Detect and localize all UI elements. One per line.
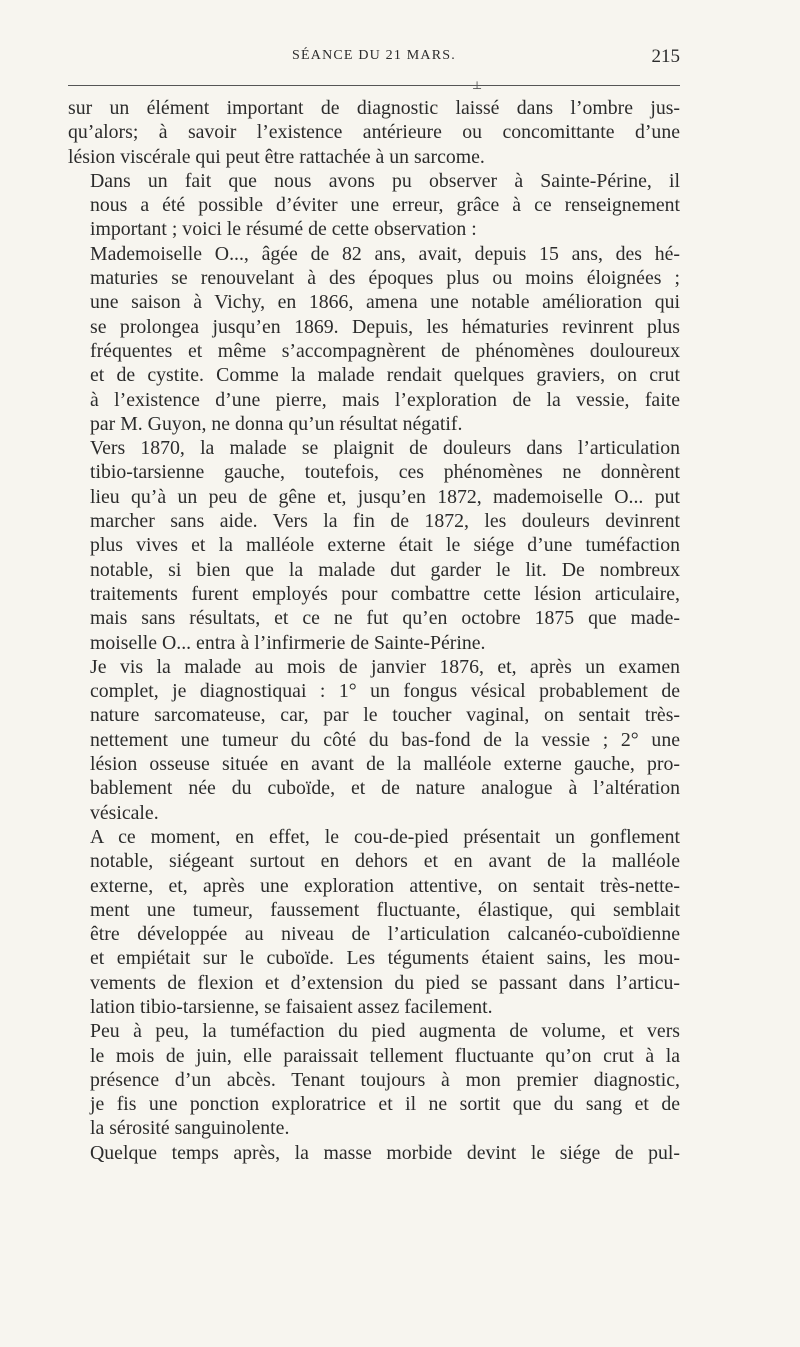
paragraph-6 [68,825,680,1019]
text-line: nettement une tumeur du côté du bas-fond de la vessie ; 2° une [90,728,680,751]
text-line: la sérosité sanguinolente. [90,1117,290,1140]
text-line: lieu qu’à un peu de gêne et, jusqu’en 1872, mademoiselle O... put [90,485,680,508]
text-line: tibio-tarsienne gauche, toutefois, ces phénomènes ne donnèrent [90,461,680,484]
running-head [68,48,680,76]
text-line: lésion viscérale qui peut être rattachée à un sarcome. [68,145,485,168]
page-number: 215 [651,46,680,67]
text-line: moiselle O... entra à l’infirmerie de Sainte-Périne. [90,631,486,654]
text-line: notable, si bien que la malade dut garder le lit. De nombreux [90,558,680,581]
text-line: Peu à peu, la tuméfaction du pied augmenta de volume, et vers [90,1020,680,1043]
text-line: traitements furent employés pour combattre cette lésion articulaire, [90,582,680,605]
text-line: nature sarcomateuse, car, par le toucher vaginal, on sentait très- [90,704,680,727]
paragraph-1 [68,96,680,169]
paragraph-4 [68,436,680,655]
text-line: complet, je diagnostiquai : 1° un fongus vésical probablement de [90,680,680,703]
body-text [68,96,680,1165]
text-line: ment une tumeur, faussement fluctuante, élastique, qui semblait [90,898,680,921]
paragraph-2 [68,169,680,242]
paragraph-7 [68,1019,680,1140]
text-line: notable, siégeant surtout en dehors et en avant de la malléole [90,850,680,873]
text-line: le mois de juin, elle paraissait tellement fluctuante qu’on crut à la [90,1044,680,1067]
text-line: vésicale. [90,801,159,824]
paragraph-5 [68,655,680,825]
text-line: Je vis la malade au mois de janvier 1876, et, après un examen [90,655,680,678]
header-rule-mark: ⊥ [472,79,483,92]
text-line: nous a été possible d’éviter une erreur, grâce à ce renseignement [90,194,680,217]
text-line: être développée au niveau de l’articulation calcanéo-cuboïdienne [90,923,680,946]
text-line: important ; voici le résumé de cette observation : [90,218,477,241]
text-line: externe, et, après une exploration attentive, on sentait très-nette- [90,874,680,897]
text-line: marcher sans aide. Vers la fin de 1872, les douleurs devinrent [90,510,680,533]
text-line: Quelque temps après, la masse morbide devint le siége de pul- [90,1141,680,1164]
text-line: je fis une ponction exploratrice et il ne sortit que du sang et de [90,1093,680,1116]
text-line: qu’alors; à savoir l’existence antérieure ou concomittante d’une [68,121,680,144]
text-line: sur un élément important de diagnostic laissé dans l’ombre jus- [68,97,680,119]
text-line: par M. Guyon, ne donna qu’un résultat négatif. [90,412,463,435]
text-line: lation tibio-tarsienne, se faisaient assez facilement. [90,995,493,1018]
header-rule [68,85,680,86]
running-title: SÉANCE DU 21 MARS. [292,48,456,63]
text-line: maturies se renouvelant à des époques plus ou moins éloignées ; [90,267,680,290]
text-line: bablement née du cuboïde, et de nature analogue à l’altération [90,777,680,800]
text-line: une saison à Vichy, en 1866, amena une notable amélioration qui [90,291,680,314]
text-line: se prolongea jusqu’en 1869. Depuis, les hématuries revinrent plus [90,315,680,338]
text-line: Vers 1870, la malade se plaignit de douleurs dans l’articulation [90,437,680,460]
text-line: et empiétait sur le cuboïde. Les téguments étaient sains, les mou- [90,947,680,970]
text-line: lésion osseuse située en avant de la malléole externe gauche, pro- [90,753,680,776]
text-line: vements de flexion et d’extension du pied se passant dans l’articu- [90,971,680,994]
text-line: plus vives et la malléole externe était le siége d’une tuméfaction [90,534,680,557]
paragraph-8 [68,1141,680,1165]
text-line: présence d’un abcès. Tenant toujours à mon premier diagnostic, [90,1068,680,1091]
text-line: à l’existence d’une pierre, mais l’exploration de la vessie, faite [90,388,680,411]
text-line: fréquentes et même s’accompagnèrent de phénomènes douloureux [90,339,680,362]
text-line: Mademoiselle O..., âgée de 82 ans, avait, depuis 15 ans, des hé- [90,242,680,265]
text-line: mais sans résultats, et ce ne fut qu’en octobre 1875 que made- [90,607,680,630]
text-line: et de cystite. Comme la malade rendait quelques graviers, on crut [90,364,680,387]
paragraph-3 [68,242,680,436]
text-line: A ce moment, en effet, le cou-de-pied présentait un gonflement [90,825,680,848]
text-line: Dans un fait que nous avons pu observer à Sainte-Périne, il [90,169,680,192]
